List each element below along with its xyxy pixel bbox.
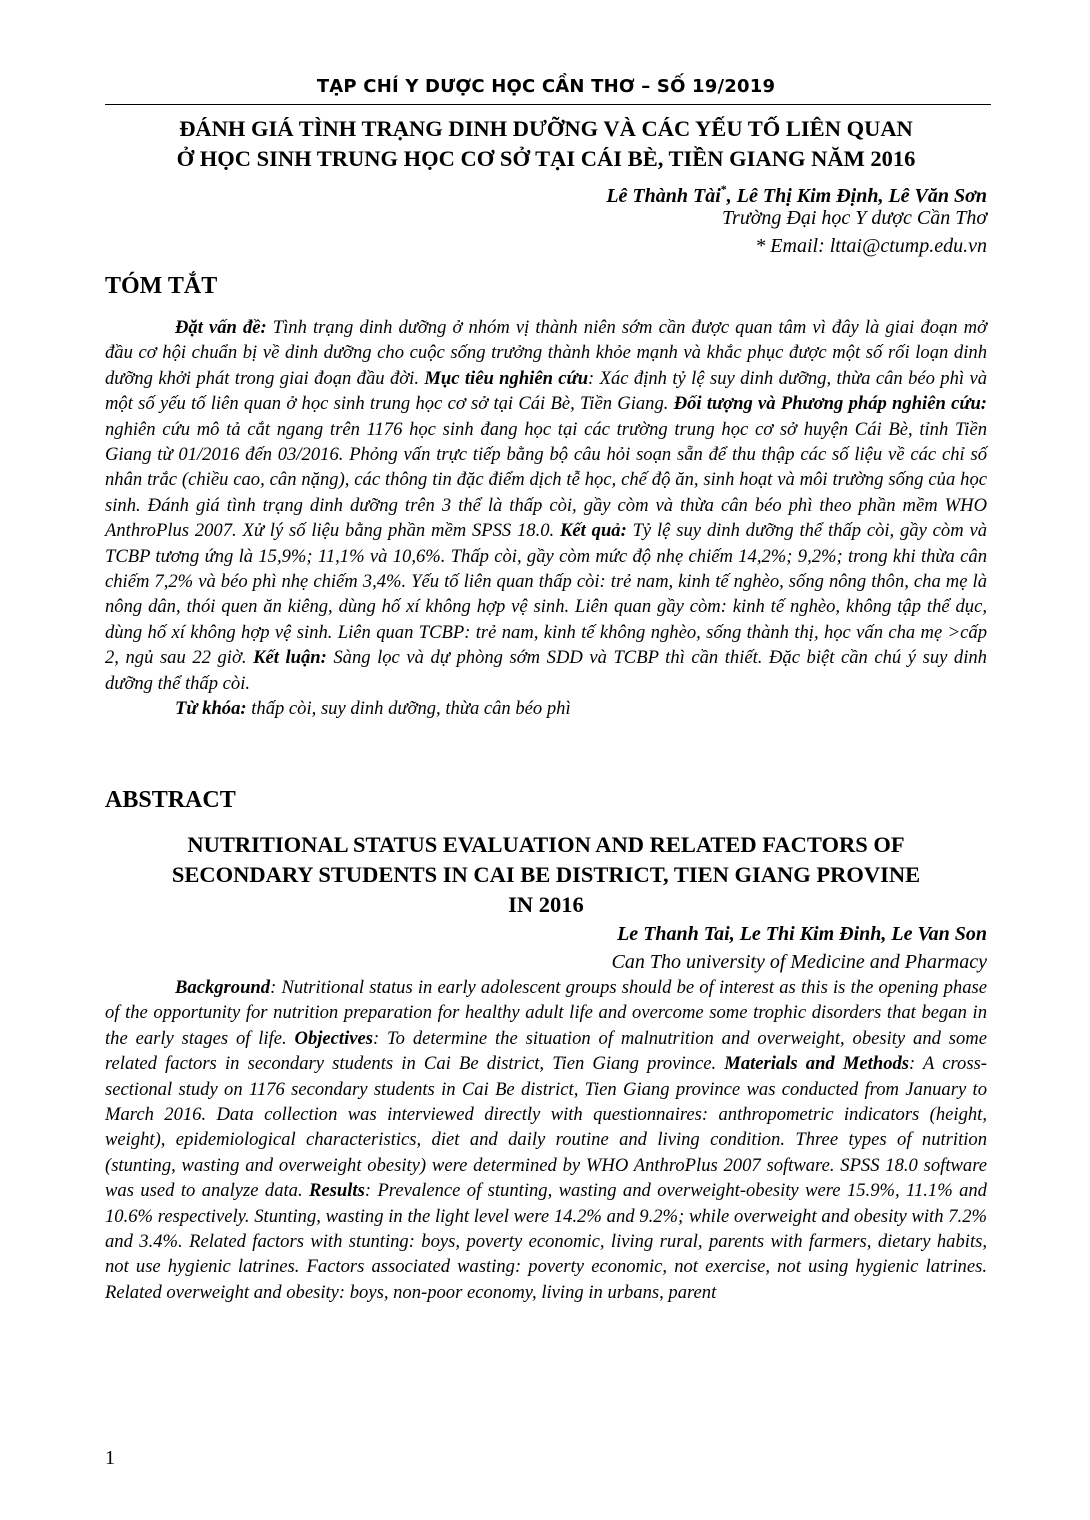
en-authors: Le Thanh Tai, Le Thi Kim Đinh, Le Van Son xyxy=(617,923,987,945)
vi-summary-text-1: Tình trạng dinh dưỡng ở nhóm vị thành niên sớm cần được quan tâm vì đây là giai đoạn mở đầu cơ hội chuẩn bị về dinh dưỡng cho cuộc sống trưởng thành khỏe mạnh và khắc phục được một số rối loạn dinh dưỡng khởi phát trong giai đoạn đầu đời. xyxy=(105,317,987,389)
en-abstract-text-4: : Prevalence of stunting, wasting and overweight-obesity were 15.9%, 11.1% and 10.6% respectively. Stunting, wasting in the light level were 14.2% and 9.2%; while overweight and obesity with 7.2% and 3.4%. Related factors with stunting: boys, poverty economic, living rural, parents with farmers, dietary habits, not use hygienic latrines. Factors associated wasting: poverty economic, not exercise, not using hygienic latrines. Related overweight and obesity: boys, non-poor economy, living in urbans, parent xyxy=(105,1180,987,1303)
en-abstract-label-2: Objectives xyxy=(294,1027,373,1049)
vi-summary-text-4: Tỷ lệ suy dinh dưỡng thể thấp còi, gầy còm và TCBP tương ứng là 15,9%; 11,1% và 10,6%. Thấp còi, gầy còm mức độ nhẹ chiếm 14,2%; 9,2%; trong khi thừa cân chiếm 7,2% và béo phì nhẹ chiếm 3,4%. Yếu tố liên quan thấp còi: trẻ nam, kinh tế nghèo, sống nông thôn, cha mẹ là nông dân, thói quen ăn kiêng, dùng hố xí không hợp vệ sinh. Liên quan gầy còm: kinh tế nghèo, không tập thể dục, dùng hố xí không hợp vệ sinh. Liên quan TCBP: trẻ nam, kinh tế không nghèo, sống thành thị, học vấn cha mẹ >cấp 2, ngủ sau 22 giờ. xyxy=(105,520,987,669)
corresponding-mark: * xyxy=(720,182,727,196)
vi-affiliation: Trường Đại học Y dược Cần Thơ xyxy=(722,207,987,229)
vi-summary-text-2: : Xác định tỷ lệ suy dinh dưỡng, thừa cân béo phì và một số yếu tố liên quan ở học sinh trung học cơ sở tại Cái Bè, Tiền Giang. xyxy=(105,367,987,415)
vi-section-heading: TÓM TẮT xyxy=(105,273,218,299)
page-number: 1 xyxy=(105,1447,115,1469)
vi-keywords xyxy=(105,696,987,721)
vi-title-line-1: ĐÁNH GIÁ TÌNH TRẠNG DINH DƯỠNG VÀ CÁC YẾU TỐ LIÊN QUAN xyxy=(179,116,913,141)
vi-title-line-2: Ở HỌC SINH TRUNG HỌC CƠ SỞ TẠI CÁI BÈ, TIỀN GIANG NĂM 2016 xyxy=(176,146,916,171)
en-title-line-1: NUTRITIONAL STATUS EVALUATION AND RELATED FACTORS OF xyxy=(187,832,905,857)
vi-summary-label-5: Kết luận: xyxy=(253,647,327,669)
en-abstract-label-1: Background xyxy=(175,977,271,998)
vi-summary-label-1: Đặt vấn đề: xyxy=(175,317,267,338)
en-title-line-3: IN 2016 xyxy=(508,892,584,917)
vi-email: * Email: lttai@ctump.edu.vn xyxy=(755,235,987,257)
en-abstract xyxy=(105,975,987,1305)
vi-keywords-text: thấp còi, suy dinh dưỡng, thừa cân béo phì xyxy=(246,698,571,720)
header-rule xyxy=(105,104,991,105)
vi-summary-text-3: nghiên cứu mô tả cắt ngang trên 1176 học sinh đang học tại các trường trung học cơ sở huyện Cái Bè, tỉnh Tiền Giang từ 01/2016 đến 03/2016. Phỏng vấn trực tiếp bằng bộ câu hỏi soạn sẵn để thu thập các số liệu về các chỉ số nhân trắc (chiều cao, cân nặng), các thông tin đặc điểm dịch tễ học, chế độ ăn, sinh hoạt và môi trường sống của học sinh. Đánh giá tình trạng dinh dưỡng trên 3 thể là thấp còi, gầy còm và thừa cân béo phì theo phần mềm WHO AnthroPlus 2007. Xử lý số liệu bằng phần mềm SPSS 18.0. xyxy=(105,418,987,542)
vi-author-1: Lê Thành Tài xyxy=(606,185,721,207)
en-title xyxy=(105,830,987,920)
journal-header: TẠP CHÍ Y DƯỢC HỌC CẦN THƠ – SỐ 19/2019 xyxy=(316,76,776,97)
en-abstract-text-2: : To determine the situation of malnutrition and overweight, obesity and some related factors in secondary students in Cai Be district, Tien Giang province. xyxy=(105,1027,987,1075)
en-abstract-text-3: : A cross-sectional study on 1176 secondary students in Cai Be district, Tien Giang province was conducted from January to March 2016. Data collection was interviewed directly with questionnaires: anthropometric indicators (height, weight), epidemiological characteristics, diet and daily routine and living condition. Three types of nutrition (stunting, wasting and overweight obesity) were determined by WHO AnthroPlus 2007 software. SPSS 18.0 software was used to analyze data. xyxy=(105,1053,988,1202)
en-abstract-label-4: Results xyxy=(309,1180,365,1202)
vi-summary xyxy=(105,315,987,722)
vi-summary-label-2: Mục tiêu nghiên cứu xyxy=(424,367,589,389)
vi-summary-label-4: Kết quả: xyxy=(560,520,627,542)
en-abstract-text-1: : Nutritional status in early adolescent groups should be of interest as this is the opening phase of the opportunity for nutrition preparation for healthy adult life and overcome some trophic disorders that began in the early stages of life. xyxy=(105,977,987,1049)
vi-affiliation-block xyxy=(722,204,987,260)
en-section-heading: ABSTRACT xyxy=(105,787,236,813)
vi-keywords-label: Từ khóa: xyxy=(175,698,247,720)
vi-summary-text-5: Sàng lọc và dự phòng sớm SDD và TCBP thì cần thiết. Đặc biệt cần chú ý suy dinh dưỡng thể thấp còi. xyxy=(105,647,987,694)
vi-title xyxy=(105,114,987,174)
vi-authors-rest: , Lê Thị Kim Định, Lê Văn Sơn xyxy=(726,185,987,207)
vi-summary-label-3: Đối tượng và Phương pháp nghiên cứu: xyxy=(673,393,987,415)
en-affiliation: Can Tho university of Medicine and Pharmacy xyxy=(611,951,987,973)
en-abstract-label-3: Materials and Methods xyxy=(724,1053,910,1075)
en-title-line-2: SECONDARY STUDENTS IN CAI BE DISTRICT, TIEN GIANG PROVINE xyxy=(171,862,921,887)
